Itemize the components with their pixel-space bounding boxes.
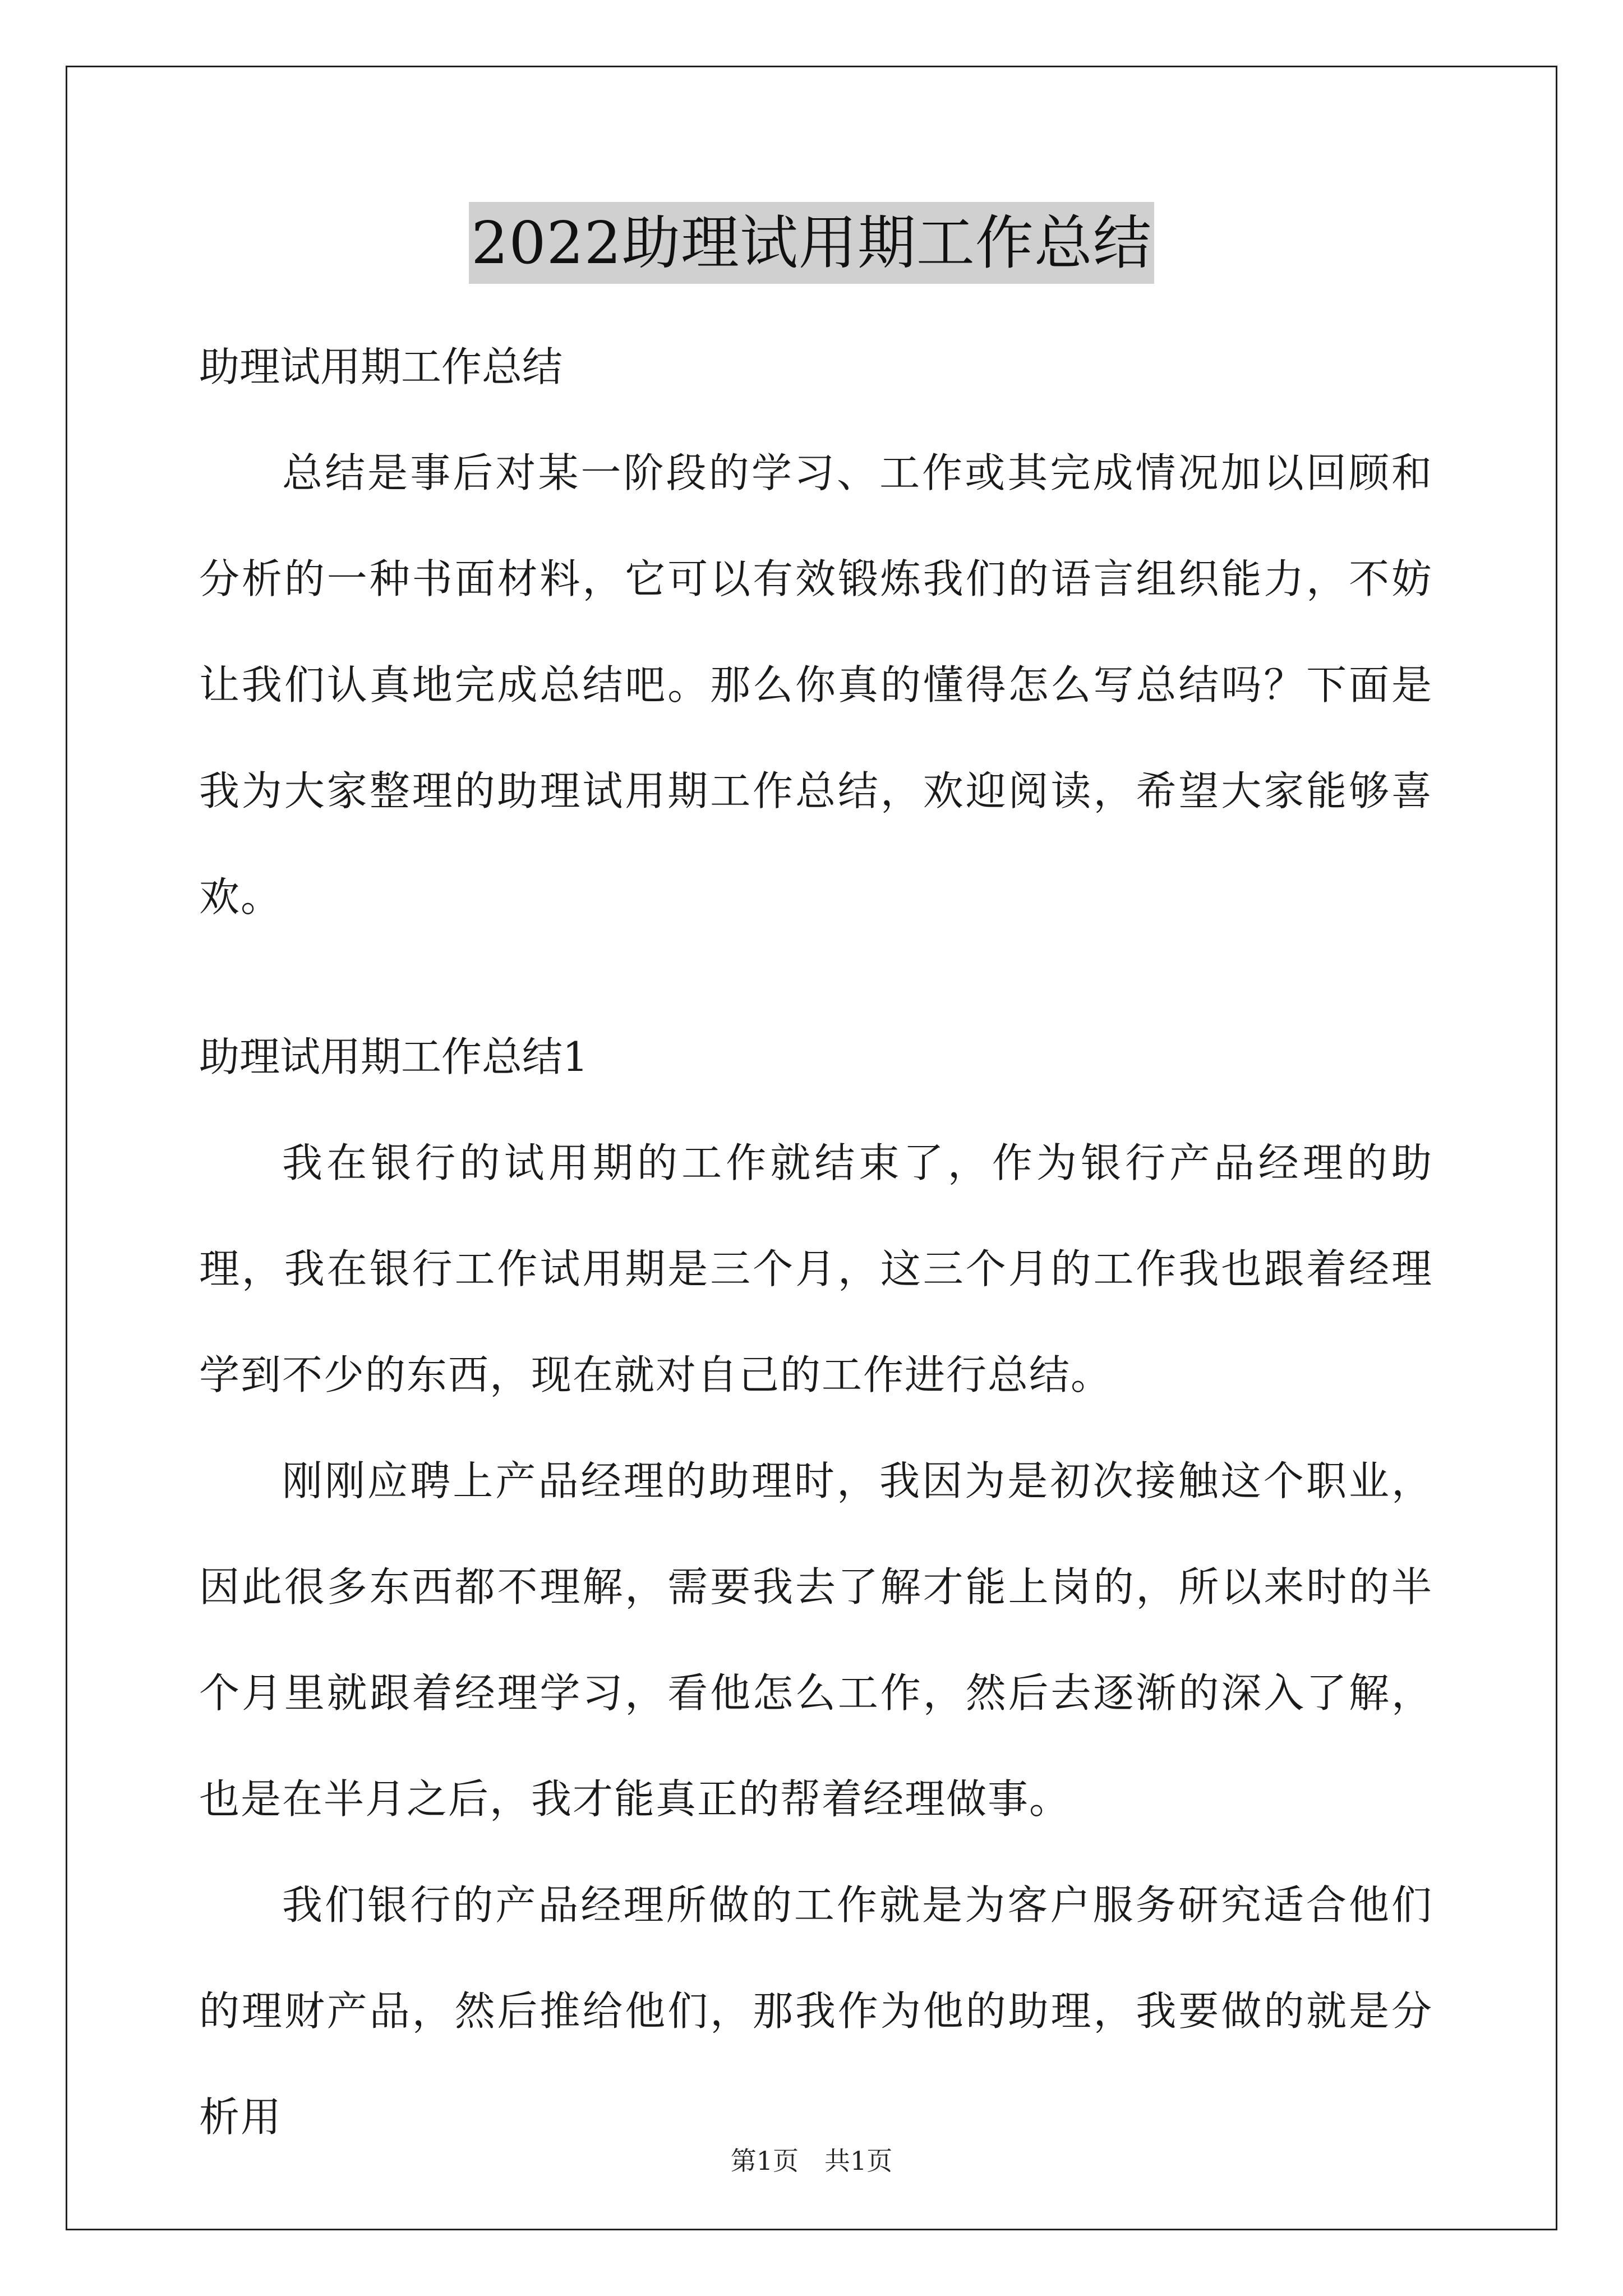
intro-paragraph: 总结是事后对某一阶段的学习、工作或其完成情况加以回顾和分析的一种书面材料，它可以有效锻炼我们的语言组织能力，不妨让我们认真地完成总结吧。那么你真的懂得怎么写总结吗？下面是我为大家整理的助理试用期工作总结，欢迎阅读，希望大家能够喜欢。 <box>199 449 1433 921</box>
body-paragraph: 我在银行的试用期的工作就结束了，作为银行产品经理的助理，我在银行工作试用期是三个月，这三个月的工作我也跟着经理学到不少的东西，现在就对自己的工作进行总结。 <box>199 1139 1433 1398</box>
section-heading-1: 助理试用期工作总结1 <box>199 1033 588 1080</box>
body-paragraph: 我们银行的产品经理所做的工作就是为客户服务研究适合他们的理财产品，然后推给他们，那我作为他的助理，我要做的就是分析用 <box>199 1881 1433 2141</box>
page-footer: 第1页 共1页 <box>730 2146 893 2176</box>
document-body <box>199 314 1433 2170</box>
title-container <box>0 202 1623 284</box>
body-paragraph: 刚刚应聘上产品经理的助理时，我因为是初次接触这个职业，因此很多东西都不理解，需要我去了解才能上岗的，所以来时的半个月里就跟着经理学习，看他怎么工作，然后去逐渐的深入了解，也是在半月之后，我才能真正的帮着经理做事。 <box>199 1457 1433 1823</box>
section-heading: 助理试用期工作总结 <box>199 343 563 390</box>
document-title: 2022助理试用期工作总结 <box>469 202 1154 284</box>
spacer <box>199 950 1433 1004</box>
